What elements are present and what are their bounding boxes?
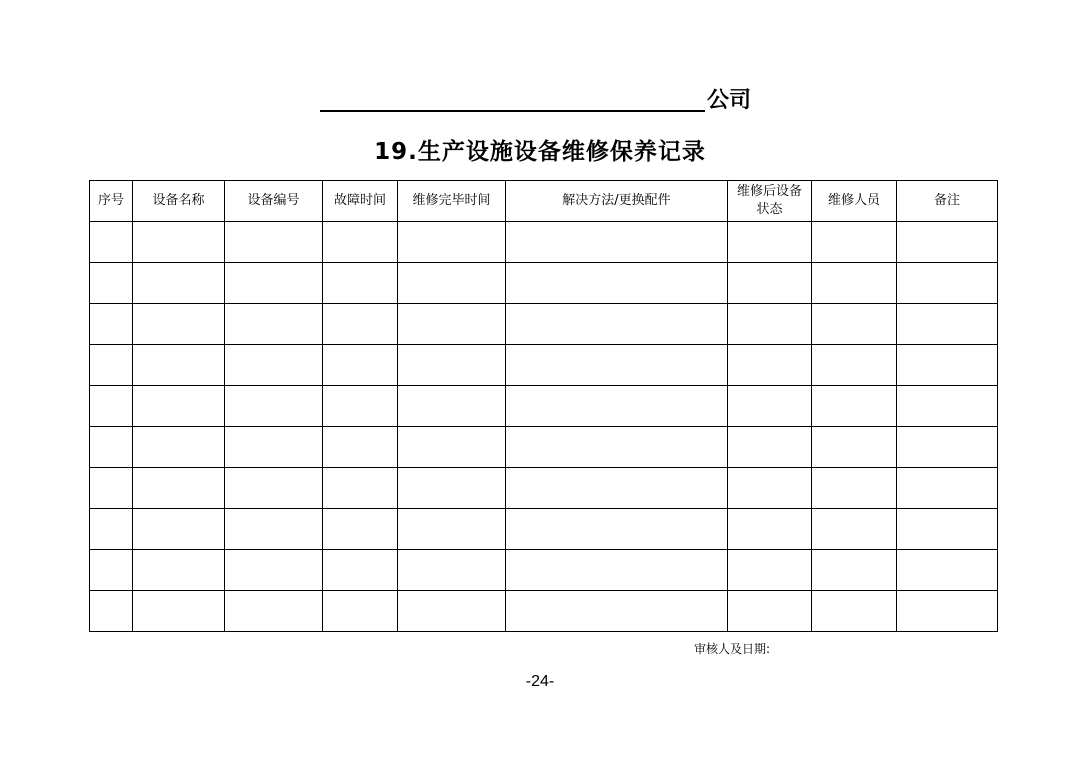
company-suffix: 公司 xyxy=(707,88,752,113)
table-cell[interactable] xyxy=(90,591,133,632)
table-cell[interactable] xyxy=(506,304,728,345)
table-cell[interactable] xyxy=(225,550,323,591)
table-cell[interactable] xyxy=(728,263,812,304)
table-cell[interactable] xyxy=(812,386,897,427)
table-row xyxy=(90,386,998,427)
table-cell[interactable] xyxy=(323,550,398,591)
table-cell[interactable] xyxy=(506,591,728,632)
table-cell[interactable] xyxy=(225,345,323,386)
table-cell[interactable] xyxy=(897,550,998,591)
table-cell[interactable] xyxy=(506,550,728,591)
table-cell[interactable] xyxy=(225,468,323,509)
table-cell[interactable] xyxy=(90,550,133,591)
table-cell[interactable] xyxy=(398,427,506,468)
table-cell[interactable] xyxy=(133,386,225,427)
page-number: -24- xyxy=(525,673,555,690)
table-cell[interactable] xyxy=(225,386,323,427)
table-cell[interactable] xyxy=(398,345,506,386)
table-cell[interactable] xyxy=(897,222,998,263)
table-cell[interactable] xyxy=(506,509,728,550)
table-cell[interactable] xyxy=(398,222,506,263)
table-cell[interactable] xyxy=(897,386,998,427)
table-cell[interactable] xyxy=(323,263,398,304)
table-cell[interactable] xyxy=(728,468,812,509)
table-cell[interactable] xyxy=(897,591,998,632)
table-cell[interactable] xyxy=(133,468,225,509)
table-cell[interactable] xyxy=(133,550,225,591)
table-cell[interactable] xyxy=(398,263,506,304)
table-cell[interactable] xyxy=(225,509,323,550)
reviewer-and-date-label: 审核人及日期: xyxy=(694,642,771,656)
table-cell[interactable] xyxy=(90,263,133,304)
table-row xyxy=(90,263,998,304)
table-cell[interactable] xyxy=(812,468,897,509)
table-row xyxy=(90,468,998,509)
table-row xyxy=(90,550,998,591)
table-cell[interactable] xyxy=(398,550,506,591)
table-row xyxy=(90,222,998,263)
column-header-post-repair-status: 维修后设备 状态 xyxy=(728,181,812,222)
table-cell[interactable] xyxy=(728,591,812,632)
table-cell[interactable] xyxy=(90,386,133,427)
table-cell[interactable] xyxy=(323,386,398,427)
table-cell[interactable] xyxy=(812,345,897,386)
table-cell[interactable] xyxy=(897,263,998,304)
table-cell[interactable] xyxy=(812,427,897,468)
table-cell[interactable] xyxy=(728,304,812,345)
table-row xyxy=(90,427,998,468)
table-cell[interactable] xyxy=(323,591,398,632)
table-cell[interactable] xyxy=(90,427,133,468)
table-cell[interactable] xyxy=(506,468,728,509)
table-cell[interactable] xyxy=(133,591,225,632)
table-cell[interactable] xyxy=(133,304,225,345)
table-cell[interactable] xyxy=(398,304,506,345)
table-row xyxy=(90,591,998,632)
table-cell[interactable] xyxy=(506,386,728,427)
column-header-repair-personnel: 维修人员 xyxy=(812,181,897,222)
table-row xyxy=(90,345,998,386)
table-cell[interactable] xyxy=(225,427,323,468)
table-cell[interactable] xyxy=(90,304,133,345)
table-cell[interactable] xyxy=(506,345,728,386)
table-cell[interactable] xyxy=(398,509,506,550)
column-header-equipment-id: 设备编号 xyxy=(225,181,323,222)
table-cell[interactable] xyxy=(812,222,897,263)
table-cell[interactable] xyxy=(728,345,812,386)
table-cell[interactable] xyxy=(90,222,133,263)
table-cell[interactable] xyxy=(728,386,812,427)
table-cell[interactable] xyxy=(812,591,897,632)
table-cell[interactable] xyxy=(398,468,506,509)
table-cell[interactable] xyxy=(897,304,998,345)
column-header-fault-time: 故障时间 xyxy=(323,181,398,222)
table-cell[interactable] xyxy=(225,222,323,263)
table-cell[interactable] xyxy=(506,263,728,304)
table-cell[interactable] xyxy=(812,509,897,550)
table-cell[interactable] xyxy=(133,222,225,263)
table-cell[interactable] xyxy=(897,427,998,468)
document-title: 19.生产设施设备维修保养记录 xyxy=(374,139,706,165)
table-cell[interactable] xyxy=(323,427,398,468)
table-row xyxy=(90,509,998,550)
table-cell[interactable] xyxy=(897,468,998,509)
table-cell[interactable] xyxy=(812,550,897,591)
table-cell[interactable] xyxy=(323,468,398,509)
column-header-remarks: 备注 xyxy=(897,181,998,222)
table-cell[interactable] xyxy=(133,263,225,304)
table-cell[interactable] xyxy=(133,427,225,468)
column-header-serial-number: 序号 xyxy=(90,181,133,222)
table-cell[interactable] xyxy=(133,509,225,550)
company-name-blank xyxy=(320,84,705,112)
table-cell[interactable] xyxy=(323,345,398,386)
table-cell[interactable] xyxy=(897,345,998,386)
table-cell[interactable] xyxy=(728,427,812,468)
table-cell[interactable] xyxy=(506,222,728,263)
table-cell[interactable] xyxy=(225,591,323,632)
table-cell[interactable] xyxy=(398,591,506,632)
maintenance-record-table xyxy=(89,180,998,632)
table-cell[interactable] xyxy=(398,386,506,427)
table-cell[interactable] xyxy=(225,304,323,345)
table-cell[interactable] xyxy=(812,304,897,345)
column-header-solution-parts: 解决方法/更换配件 xyxy=(506,181,728,222)
table-cell[interactable] xyxy=(728,222,812,263)
table-cell[interactable] xyxy=(323,222,398,263)
table-cell[interactable] xyxy=(323,304,398,345)
table-cell[interactable] xyxy=(728,509,812,550)
table-header-row xyxy=(90,181,998,222)
table-cell[interactable] xyxy=(90,468,133,509)
table-cell[interactable] xyxy=(90,345,133,386)
table-cell[interactable] xyxy=(897,509,998,550)
table-body xyxy=(90,222,998,632)
table-cell[interactable] xyxy=(133,345,225,386)
column-header-repair-completion-time: 维修完毕时间 xyxy=(398,181,506,222)
column-header-equipment-name: 设备名称 xyxy=(133,181,225,222)
table-cell[interactable] xyxy=(225,263,323,304)
company-name-line xyxy=(320,84,760,116)
table-cell[interactable] xyxy=(506,427,728,468)
table-cell[interactable] xyxy=(728,550,812,591)
table-cell[interactable] xyxy=(90,509,133,550)
table-cell[interactable] xyxy=(812,263,897,304)
table-row xyxy=(90,304,998,345)
table-cell[interactable] xyxy=(323,509,398,550)
